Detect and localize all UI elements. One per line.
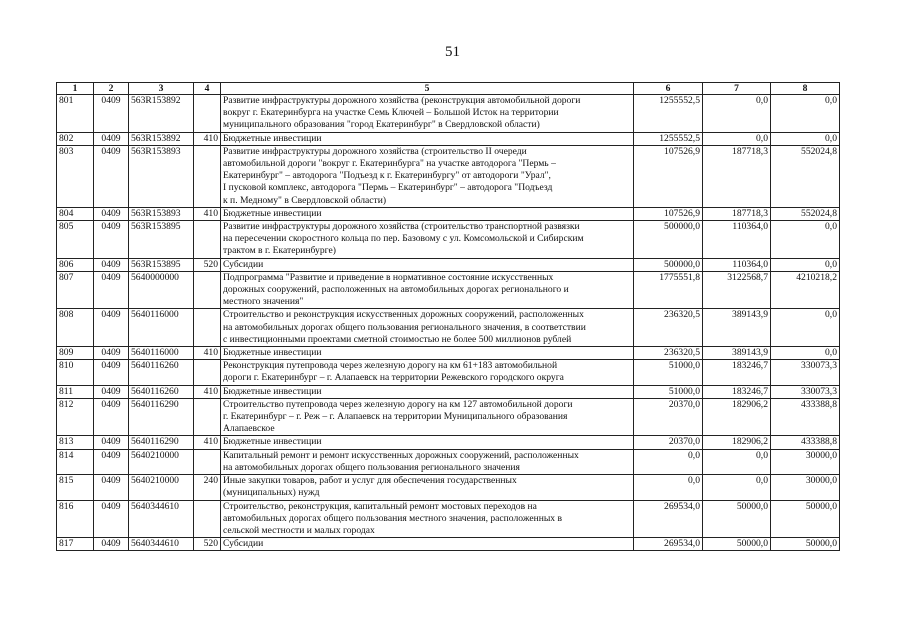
- description-line: г. Екатеринбург – г. Реж – г. Алапаевск на территории Муниципального образования: [223, 411, 568, 423]
- expense-type-code: 520: [194, 538, 221, 551]
- description-line: Развитие инфраструктуры дорожного хозяйства (строительство транспортной развязки: [223, 221, 580, 233]
- amount-col-7: 183246,7: [703, 360, 771, 385]
- section-code: 0409: [94, 258, 129, 271]
- expense-type-code: 410: [194, 132, 221, 145]
- target-article-code: 5640210000: [129, 449, 194, 474]
- amount-col-8: 0,0: [771, 347, 840, 360]
- item-description: [221, 309, 634, 347]
- amount-col-8: 4210218,2: [771, 271, 840, 309]
- description-line: Бюджетные инвестиции: [223, 385, 322, 397]
- budget-table: [56, 82, 840, 551]
- amount-col-8: 0,0: [771, 221, 840, 259]
- section-code: 0409: [94, 347, 129, 360]
- item-description: [221, 258, 634, 271]
- description-line: Развитие инфраструктуры дорожного хозяйства (строительство II очереди: [223, 145, 527, 157]
- description-line: на пересечении скоростного кольца по пер. Базовому с ул. Комсомольской и Сибирским: [223, 233, 584, 245]
- amount-col-7: 187718,3: [703, 145, 771, 207]
- table-row: [57, 398, 840, 436]
- amount-col-8: 30000,0: [771, 449, 840, 474]
- header-cell-8: 8: [771, 83, 840, 95]
- description-line: к п. Медному" в Свердловской области): [223, 194, 387, 206]
- section-code: 0409: [94, 309, 129, 347]
- table-row: [57, 145, 840, 207]
- description-line: Подпрограмма "Развитие и приведение в нормативное состояние искусственных: [223, 271, 554, 283]
- header-cell-1: 1: [57, 83, 94, 95]
- amount-col-6: 1255552,5: [634, 132, 703, 145]
- table-row: [57, 347, 840, 360]
- description-line: автомобильных дорогах общего пользования местного значения, расположенных в: [223, 512, 563, 524]
- amount-col-7: 182906,2: [703, 436, 771, 449]
- amount-col-7: 182906,2: [703, 398, 771, 436]
- section-code: 0409: [94, 436, 129, 449]
- table-row: [57, 449, 840, 474]
- description-line: Строительство путепровода через железную дорогу на км 127 автомобильной дороги: [223, 398, 573, 410]
- amount-col-7: 0,0: [703, 132, 771, 145]
- amount-col-6: 0,0: [634, 449, 703, 474]
- amount-col-6: 20370,0: [634, 436, 703, 449]
- description-line: Бюджетные инвестиции: [223, 347, 322, 359]
- expense-type-code: 240: [194, 475, 221, 500]
- header-cell-5: 5: [221, 83, 634, 95]
- item-description: [221, 347, 634, 360]
- target-article-code: 5640344610: [129, 538, 194, 551]
- description-line: Субсидии: [223, 258, 264, 270]
- expense-type-code: [194, 221, 221, 259]
- section-code: 0409: [94, 145, 129, 207]
- expense-type-code: [194, 449, 221, 474]
- row-number: 804: [57, 207, 94, 220]
- table-row: [57, 95, 840, 133]
- item-description: [221, 145, 634, 207]
- amount-col-7: 187718,3: [703, 207, 771, 220]
- amount-col-8: 0,0: [771, 132, 840, 145]
- description-line: Иные закупки товаров, работ и услуг для обеспечения государственных: [223, 475, 517, 487]
- row-number: 814: [57, 449, 94, 474]
- row-number: 801: [57, 95, 94, 133]
- expense-type-code: [194, 145, 221, 207]
- description-line: на автомобильных дорогах общего пользования регионального значения, в соответствии: [223, 321, 586, 333]
- amount-col-8: 552024,8: [771, 207, 840, 220]
- row-number: 808: [57, 309, 94, 347]
- amount-col-7: 3122568,7: [703, 271, 771, 309]
- amount-col-7: 110364,0: [703, 221, 771, 259]
- description-line: Субсидии: [223, 538, 264, 550]
- row-number: 810: [57, 360, 94, 385]
- description-line: Алапаевское: [223, 423, 275, 435]
- amount-col-8: 433388,8: [771, 436, 840, 449]
- amount-col-7: 110364,0: [703, 258, 771, 271]
- amount-col-6: 20370,0: [634, 398, 703, 436]
- description-line: Бюджетные инвестиции: [223, 207, 322, 219]
- target-article-code: 5640116000: [129, 309, 194, 347]
- row-number: 809: [57, 347, 94, 360]
- amount-col-6: 269534,0: [634, 538, 703, 551]
- item-description: [221, 271, 634, 309]
- amount-col-6: 1255552,5: [634, 95, 703, 133]
- expense-type-code: 410: [194, 436, 221, 449]
- table-row: [57, 258, 840, 271]
- description-line: на автомобильных дорогах общего пользования регионального значения: [223, 461, 520, 473]
- table-row: [57, 207, 840, 220]
- amount-col-6: 51000,0: [634, 360, 703, 385]
- item-description: [221, 500, 634, 538]
- amount-col-6: 236320,5: [634, 309, 703, 347]
- row-number: 806: [57, 258, 94, 271]
- target-article-code: 5640116260: [129, 385, 194, 398]
- description-line: вокруг г. Екатеринбурга на участке Семь Ключей – Большой Исток на территории: [223, 107, 559, 119]
- item-description: [221, 95, 634, 133]
- amount-col-8: 330073,3: [771, 360, 840, 385]
- amount-col-6: 269534,0: [634, 500, 703, 538]
- amount-col-6: 236320,5: [634, 347, 703, 360]
- section-code: 0409: [94, 271, 129, 309]
- section-code: 0409: [94, 449, 129, 474]
- expense-type-code: 410: [194, 385, 221, 398]
- row-number: 802: [57, 132, 94, 145]
- target-article-code: 5640116260: [129, 360, 194, 385]
- amount-col-6: 107526,9: [634, 145, 703, 207]
- description-line: Реконструкция путепровода через железную дорогу на км 61+183 автомобильной: [223, 360, 558, 372]
- description-line: Бюджетные инвестиции: [223, 436, 322, 448]
- section-code: 0409: [94, 500, 129, 538]
- section-code: 0409: [94, 398, 129, 436]
- target-article-code: 563R153892: [129, 95, 194, 133]
- header-cell-3: 3: [129, 83, 194, 95]
- expense-type-code: [194, 500, 221, 538]
- target-article-code: 563R153895: [129, 258, 194, 271]
- section-code: 0409: [94, 95, 129, 133]
- amount-col-7: 183246,7: [703, 385, 771, 398]
- header-cell-6: 6: [634, 83, 703, 95]
- row-number: 805: [57, 221, 94, 259]
- amount-col-8: 433388,8: [771, 398, 840, 436]
- item-description: [221, 538, 634, 551]
- row-number: 812: [57, 398, 94, 436]
- item-description: [221, 475, 634, 500]
- description-line: Капитальный ремонт и ремонт искусственных дорожных сооружений, расположенных: [223, 449, 579, 461]
- amount-col-7: 0,0: [703, 475, 771, 500]
- description-line: с инвестиционными проектами сметной стоимостью не более 500 миллионов рублей: [223, 333, 572, 345]
- row-number: 803: [57, 145, 94, 207]
- target-article-code: 563R153892: [129, 132, 194, 145]
- target-article-code: 563R153893: [129, 145, 194, 207]
- row-number: 816: [57, 500, 94, 538]
- amount-col-6: 107526,9: [634, 207, 703, 220]
- target-article-code: 563R153893: [129, 207, 194, 220]
- section-code: 0409: [94, 360, 129, 385]
- table-row: [57, 538, 840, 551]
- amount-col-8: 0,0: [771, 258, 840, 271]
- expense-type-code: 410: [194, 207, 221, 220]
- expense-type-code: [194, 309, 221, 347]
- amount-col-7: 50000,0: [703, 538, 771, 551]
- section-code: 0409: [94, 538, 129, 551]
- row-number: 807: [57, 271, 94, 309]
- amount-col-8: 0,0: [771, 309, 840, 347]
- amount-col-8: 0,0: [771, 95, 840, 133]
- amount-col-8: 50000,0: [771, 538, 840, 551]
- expense-type-code: [194, 95, 221, 133]
- amount-col-7: 389143,9: [703, 347, 771, 360]
- header-cell-2: 2: [94, 83, 129, 95]
- table-row: [57, 309, 840, 347]
- table-row: [57, 271, 840, 309]
- description-line: Развитие инфраструктуры дорожного хозяйства (реконструкция автомобильной дороги: [223, 95, 581, 106]
- header-cell-4: 4: [194, 83, 221, 95]
- item-description: [221, 449, 634, 474]
- section-code: 0409: [94, 132, 129, 145]
- amount-col-6: 500000,0: [634, 221, 703, 259]
- row-number: 817: [57, 538, 94, 551]
- amount-col-7: 0,0: [703, 95, 771, 133]
- target-article-code: 5640000000: [129, 271, 194, 309]
- description-line: (муниципальных) нужд: [223, 487, 320, 499]
- item-description: [221, 398, 634, 436]
- amount-col-7: 389143,9: [703, 309, 771, 347]
- description-line: муниципального образования "город Екатеринбург" в Свердловской области): [223, 119, 540, 131]
- row-number: 813: [57, 436, 94, 449]
- header-cell-7: 7: [703, 83, 771, 95]
- amount-col-8: 330073,3: [771, 385, 840, 398]
- section-code: 0409: [94, 207, 129, 220]
- header-row: [57, 83, 840, 95]
- row-number: 815: [57, 475, 94, 500]
- table-row: [57, 360, 840, 385]
- expense-type-code: [194, 360, 221, 385]
- item-description: [221, 360, 634, 385]
- expense-type-code: 410: [194, 347, 221, 360]
- description-line: Бюджетные инвестиции: [223, 132, 322, 144]
- description-line: сельской местности и малых городах: [223, 524, 375, 536]
- target-article-code: 5640116290: [129, 436, 194, 449]
- expense-type-code: [194, 398, 221, 436]
- amount-col-6: 51000,0: [634, 385, 703, 398]
- description-line: Екатеринбург" – автодорога "Подъезд к г. Екатеринбургу" от автодороги "Урал",: [223, 170, 551, 182]
- amount-col-6: 500000,0: [634, 258, 703, 271]
- item-description: [221, 132, 634, 145]
- target-article-code: 5640116000: [129, 347, 194, 360]
- amount-col-8: 552024,8: [771, 145, 840, 207]
- expense-type-code: [194, 271, 221, 309]
- description-line: Строительство и реконструкция искусственных дорожных сооружений, расположенных: [223, 309, 584, 321]
- description-line: автомобильной дороги "вокруг г. Екатеринбурга" на участке автодорога "Пермь –: [223, 158, 556, 170]
- description-line: дорожных сооружений, расположенных на автомобильных дорогах регионального и: [223, 284, 569, 296]
- section-code: 0409: [94, 385, 129, 398]
- section-code: 0409: [94, 475, 129, 500]
- expense-type-code: 520: [194, 258, 221, 271]
- table-body: [57, 95, 840, 551]
- amount-col-8: 50000,0: [771, 500, 840, 538]
- row-number: 811: [57, 385, 94, 398]
- item-description: [221, 221, 634, 259]
- item-description: [221, 436, 634, 449]
- table-row: [57, 132, 840, 145]
- amount-col-8: 30000,0: [771, 475, 840, 500]
- target-article-code: 563R153895: [129, 221, 194, 259]
- section-code: 0409: [94, 221, 129, 259]
- description-line: дороги г. Екатеринбург – г. Алапаевск на территории Режевского городского округа: [223, 372, 564, 384]
- table-row: [57, 385, 840, 398]
- amount-col-7: 50000,0: [703, 500, 771, 538]
- table-row: [57, 475, 840, 500]
- amount-col-6: 0,0: [634, 475, 703, 500]
- table-row: [57, 436, 840, 449]
- target-article-code: 5640210000: [129, 475, 194, 500]
- target-article-code: 5640344610: [129, 500, 194, 538]
- item-description: [221, 385, 634, 398]
- description-line: трактом в г. Екатеринбурге): [223, 245, 336, 257]
- description-line: местного значения": [223, 296, 304, 308]
- table-row: [57, 221, 840, 259]
- item-description: [221, 207, 634, 220]
- table-row: [57, 500, 840, 538]
- amount-col-7: 0,0: [703, 449, 771, 474]
- amount-col-6: 1775551,8: [634, 271, 703, 309]
- description-line: I пусковой комплекс, автодорога "Пермь – Екатеринбург" – автодорога "Подъезд: [223, 182, 553, 194]
- page-number: 51: [445, 44, 460, 60]
- target-article-code: 5640116290: [129, 398, 194, 436]
- description-line: Строительство, реконструкция, капитальный ремонт мостовых переходов на: [223, 500, 537, 512]
